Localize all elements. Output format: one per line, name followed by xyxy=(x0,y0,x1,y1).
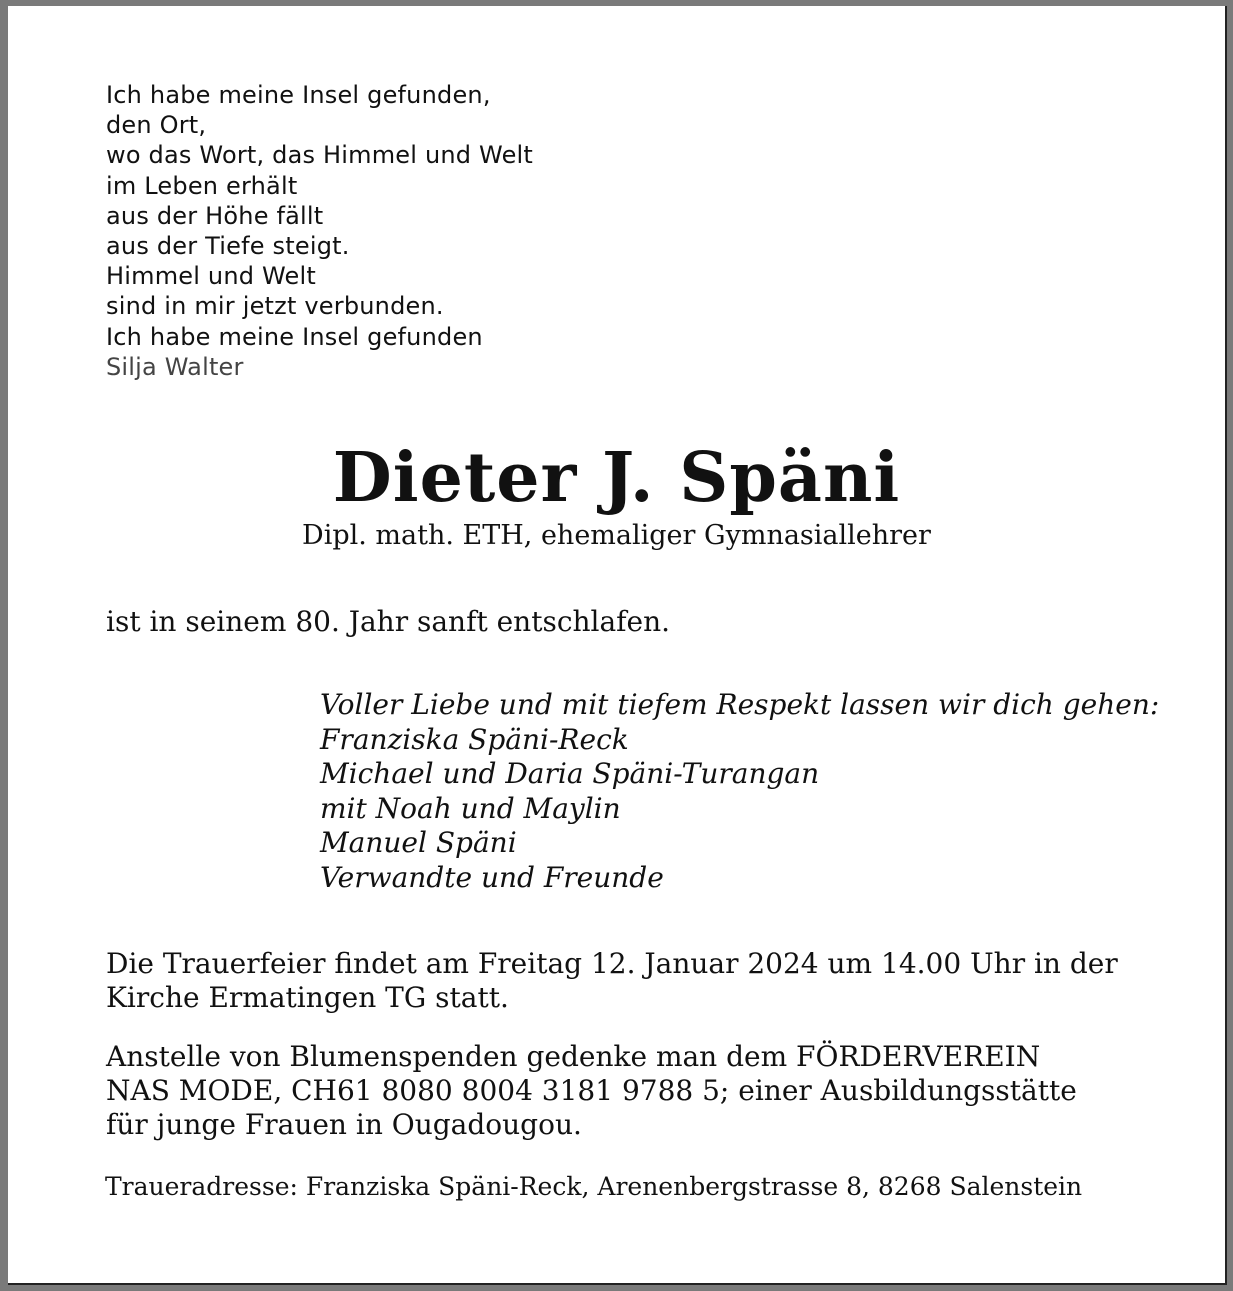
donation-line: NAS MODE, CH61 8080 8004 3181 9788 5; einer Ausbildungsstätte xyxy=(106,1074,1077,1107)
poem-line: Himmel und Welt xyxy=(106,262,316,291)
mourners-list xyxy=(320,688,1159,896)
funeral-line: Die Trauerfeier findet am Freitag 12. Januar 2024 um 14.00 Uhr in der xyxy=(106,947,1118,980)
announcement: ist in seinem 80. Jahr sanft entschlafen. xyxy=(106,605,671,638)
deceased-title: Dipl. math. ETH, ehemaliger Gymnasiallehrer xyxy=(302,520,931,551)
poem-line: sind in mir jetzt verbunden. xyxy=(106,292,444,321)
mourner-name: Manuel Späni xyxy=(320,826,517,860)
poem-line: Ich habe meine Insel gefunden xyxy=(106,322,483,351)
frame-edge-bottom xyxy=(8,1283,1227,1285)
poem xyxy=(106,80,533,382)
mourner-name: mit Noah und Maylin xyxy=(320,791,621,825)
mourning-address: Traueradresse: Franziska Späni-Reck, Arenenbergstrasse 8, 8268 Salenstein xyxy=(105,1172,1083,1201)
poem-line: Ich habe meine Insel gefunden, xyxy=(106,81,491,109)
donation-notice xyxy=(106,1040,1077,1142)
donation-line: Anstelle von Blumenspenden gedenke man dem FÖRDERVEREIN xyxy=(106,1040,1041,1073)
mourner-name: Michael und Daria Späni-Turangan xyxy=(320,757,820,791)
funeral-line: Kirche Ermatingen TG statt. xyxy=(106,981,509,1014)
poem-line: aus der Höhe fällt xyxy=(106,201,324,230)
poem-line: wo das Wort, das Himmel und Welt xyxy=(106,141,534,170)
frame-edge xyxy=(1225,6,1227,1285)
poem-line: im Leben erhält xyxy=(106,171,298,200)
poem-line: aus der Tiefe steigt. xyxy=(106,232,350,261)
poem-author: Silja Walter xyxy=(106,352,244,381)
donation-line: für junge Frauen in Ougadougou. xyxy=(106,1108,582,1141)
poem-line: den Ort, xyxy=(106,111,207,140)
mourners-intro: Voller Liebe und mit tiefem Respekt lassen wir dich gehen: xyxy=(320,688,1160,721)
deceased-name: Dieter J. Späni xyxy=(332,438,901,518)
funeral-notice xyxy=(106,947,1118,1015)
mourner-name: Verwandte und Freunde xyxy=(320,860,664,894)
mourner-name: Franziska Späni-Reck xyxy=(320,722,629,756)
